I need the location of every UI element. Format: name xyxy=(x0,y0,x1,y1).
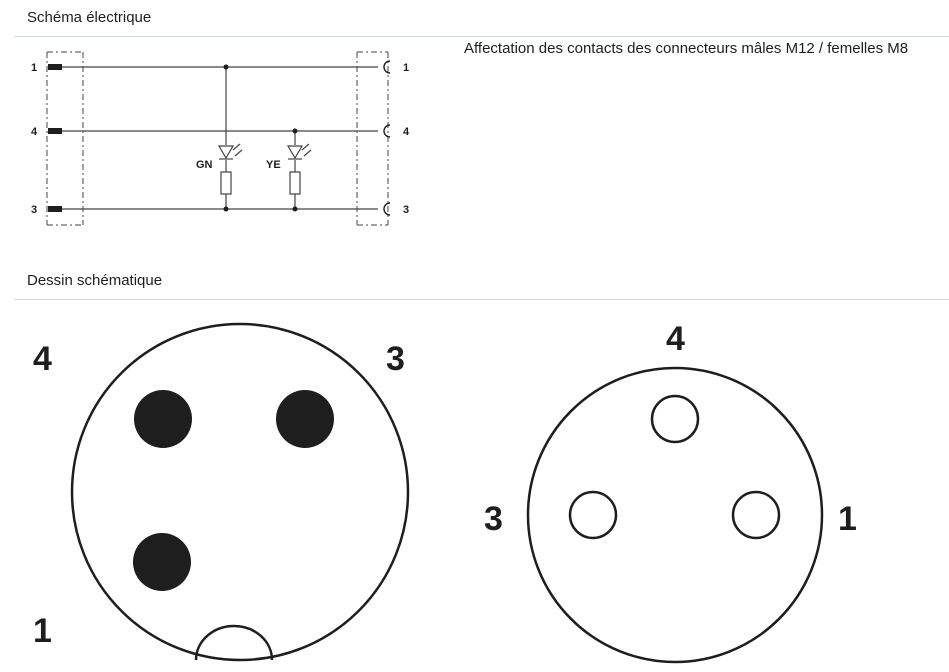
male-pin-1 xyxy=(133,533,191,591)
pin-label-right-4: 4 xyxy=(403,126,410,138)
led-green-icon xyxy=(219,144,242,159)
led-label-yellow: YE xyxy=(266,159,281,171)
pin-contact-left-3 xyxy=(48,206,62,212)
pin-assignment-description: Affectation des contacts des connecteurs mâles M12 / femelles M8 xyxy=(464,40,909,57)
resistor-green xyxy=(221,172,231,194)
section-title-wiring: Schéma électrique xyxy=(27,9,152,26)
female-connector-drawing xyxy=(470,302,890,672)
pin-label-left-3: 3 xyxy=(31,204,38,216)
pin-contact-left-1 xyxy=(48,64,62,70)
pin-label-right-3: 3 xyxy=(403,204,410,216)
male-pin-label-1: 1 xyxy=(33,612,52,650)
pin-label-right-1: 1 xyxy=(403,62,410,74)
pin-label-left-4: 4 xyxy=(31,126,38,138)
section-title-drawing: Dessin schématique xyxy=(27,272,163,289)
pin-label-left-1: 1 xyxy=(31,62,38,74)
coding-key xyxy=(196,626,272,660)
female-pin-label-4: 4 xyxy=(666,320,685,358)
male-pin-label-4: 4 xyxy=(33,340,52,378)
section-divider xyxy=(14,299,949,300)
pin-contact-left-4 xyxy=(48,128,62,134)
female-socket-4 xyxy=(652,396,698,442)
socket-contact-right-4 xyxy=(384,125,390,137)
socket-contact-right-3 xyxy=(384,203,390,215)
female-pin-label-3: 3 xyxy=(484,500,503,538)
resistor-yellow xyxy=(290,172,300,194)
led-label-green: GN xyxy=(196,159,213,171)
male-pin-label-3: 3 xyxy=(386,340,405,378)
female-socket-1 xyxy=(733,492,779,538)
male-pin-3 xyxy=(276,390,334,448)
female-socket-3 xyxy=(570,492,616,538)
female-pin-label-1: 1 xyxy=(838,500,857,538)
led-yellow-icon xyxy=(288,144,311,159)
socket-contact-right-1 xyxy=(384,61,390,73)
male-pin-4 xyxy=(134,390,192,448)
wiring-diagram xyxy=(0,40,420,240)
section-divider xyxy=(14,36,949,37)
male-connector-drawing xyxy=(0,302,440,672)
